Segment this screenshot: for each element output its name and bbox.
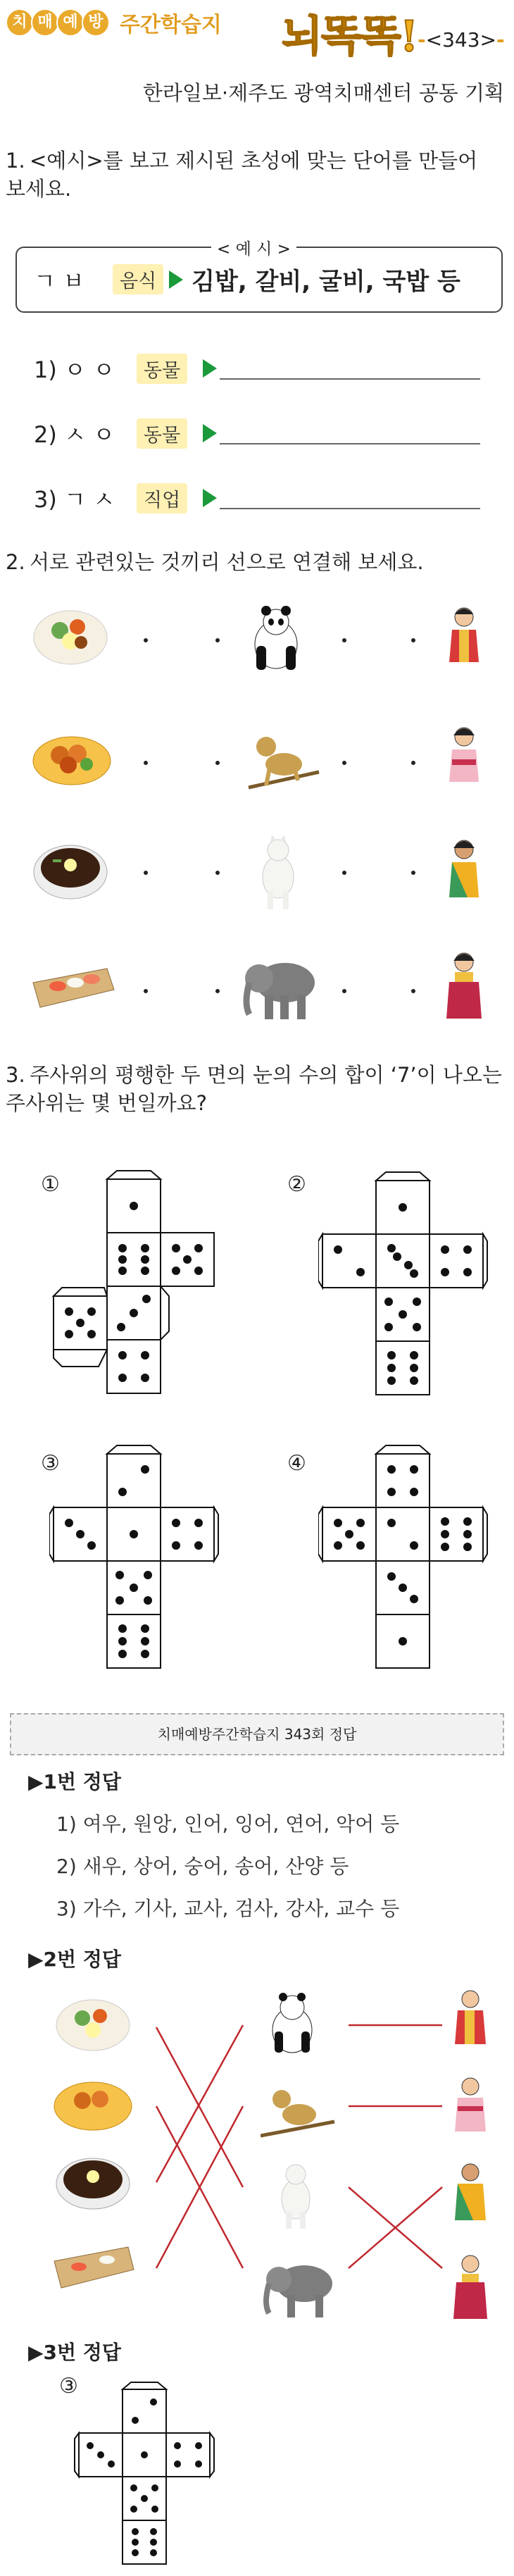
- dot[interactable]: [215, 761, 220, 765]
- question-text: 주사위의 평행한 두 면의 눈의 수의 합이 ‘7’이 나오는 주사위는 몇 번일까요?: [6, 1063, 502, 1115]
- dice-net-1[interactable]: [49, 1169, 232, 1402]
- brand-char: 예: [56, 8, 84, 37]
- dot[interactable]: [411, 989, 415, 993]
- option-1-label: ①: [41, 1172, 60, 1197]
- item-category: 동물: [137, 354, 187, 384]
- answer-1-line: 1) 여우, 원앙, 인어, 잉어, 연어, 악어 등: [56, 1812, 400, 1836]
- answer-3-heading: ▶3번 정답: [28, 2341, 121, 2364]
- dot[interactable]: [215, 638, 220, 642]
- dot[interactable]: [215, 989, 220, 993]
- answer-1-line: 2) 새우, 상어, 숭어, 송어, 산양 등: [56, 1855, 349, 1878]
- option-4-label: ④: [287, 1451, 306, 1476]
- brand-char: 치: [6, 8, 34, 37]
- dot[interactable]: [144, 761, 148, 765]
- korean-person-image: [445, 951, 483, 1021]
- dot[interactable]: [144, 638, 148, 642]
- panda-image: [248, 602, 304, 673]
- dot[interactable]: [342, 761, 346, 765]
- answer-line[interactable]: [220, 443, 480, 444]
- example-initials: ㄱ ㅂ: [34, 267, 84, 294]
- monkey-image: [245, 726, 322, 792]
- dice-net-3[interactable]: [49, 1444, 232, 1676]
- answer-line[interactable]: [220, 378, 480, 380]
- q1-item-3: [34, 482, 480, 514]
- bibimbap-image: [32, 606, 109, 666]
- dice-net-2[interactable]: [318, 1171, 501, 1403]
- elephant-image: [239, 954, 324, 1021]
- item-category: 동물: [137, 418, 187, 449]
- dot[interactable]: [411, 761, 415, 765]
- brand-text: 주간학습지: [120, 13, 222, 37]
- dot[interactable]: [215, 871, 220, 875]
- issue-number: -<343>-: [418, 28, 505, 51]
- item-label: 1) ㅇ ㅇ: [34, 356, 115, 383]
- answer-title: 치매예방주간학습지 343회 정답: [10, 1713, 504, 1755]
- dot[interactable]: [342, 638, 346, 642]
- dot[interactable]: [144, 871, 148, 875]
- answer-1-line: 3) 가수, 기사, 교사, 검사, 강사, 교수 등: [56, 1897, 400, 1920]
- arrow-icon: [203, 359, 217, 378]
- answer-2-heading: ▶2번 정답: [28, 1948, 121, 1971]
- option-3-label: ③: [41, 1451, 60, 1476]
- brand-char: 방: [82, 8, 110, 37]
- item-category: 직업: [137, 483, 187, 514]
- answer-3-option: ③: [59, 2374, 78, 2398]
- question-number: 1.: [6, 149, 25, 173]
- answer-dice-net: [73, 2381, 256, 2571]
- chinese-person-image: [446, 606, 482, 666]
- arrow-icon: [169, 270, 183, 289]
- example-label: < 예 시 >: [211, 236, 296, 259]
- dot[interactable]: [342, 871, 346, 875]
- answer-1-heading: ▶1번 정답: [28, 1770, 121, 1793]
- option-2-label: ②: [287, 1172, 306, 1197]
- dog-image: [246, 835, 310, 912]
- q1-item-2: [34, 417, 480, 449]
- example-content: [34, 262, 460, 297]
- brand-badge: [6, 8, 107, 37]
- example-answer: 김밥, 갈비, 굴비, 국밥 등: [192, 268, 460, 296]
- arrow-icon: [203, 424, 217, 442]
- q1-item-1: [34, 352, 480, 385]
- question-number: 3.: [6, 1063, 25, 1087]
- dice-net-4[interactable]: [318, 1444, 501, 1676]
- item-label: 3) ㄱ ㅅ: [34, 486, 115, 513]
- logo: 뇌똑똑!: [282, 12, 418, 61]
- dot[interactable]: [411, 638, 415, 642]
- dot[interactable]: [144, 989, 148, 993]
- brand-title: [6, 7, 222, 38]
- question-text: 서로 관련있는 것끼리 선으로 연결해 보세요.: [30, 550, 424, 574]
- answer-line[interactable]: [220, 508, 480, 509]
- dot[interactable]: [342, 989, 346, 993]
- issue-label: <343>: [425, 28, 496, 51]
- jajangmyeon-image: [32, 838, 109, 902]
- dot[interactable]: [411, 871, 415, 875]
- subtitle: 한라일보·제주도 광역치매센터 공동 기획: [142, 81, 504, 105]
- arrow-icon: [203, 489, 217, 507]
- question-text: <예시>를 보고 제시된 초성에 맞는 단어를 만들어 보세요.: [6, 149, 478, 201]
- item-label: 2) ㅅ ㅇ: [34, 421, 115, 448]
- question-1: [6, 147, 499, 203]
- sushi-image: [30, 954, 118, 1014]
- question-3: [6, 1061, 506, 1117]
- example-category: 음식: [113, 264, 163, 294]
- question-2: [6, 548, 499, 576]
- question-number: 2.: [6, 550, 25, 574]
- indian-person-image: [446, 838, 482, 902]
- tangsuyuk-image: [32, 726, 113, 785]
- japanese-person-image: [446, 726, 482, 785]
- brand-char: 매: [31, 8, 59, 37]
- answer-connection-lines: [0, 1972, 514, 2339]
